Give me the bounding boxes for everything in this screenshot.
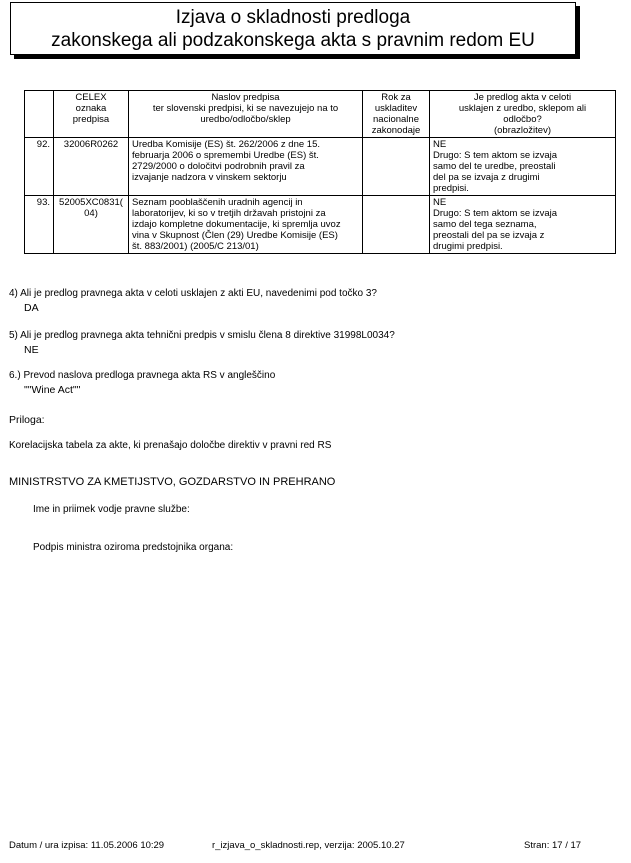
row-celex: 32006R0262 [54, 138, 129, 196]
answer-5: NE [24, 344, 39, 356]
header-deadline: Rok za uskladitev nacionalne zakonodaje [363, 91, 430, 138]
row-compliance: NE Drugo: S tem aktom se izvaja samo del te uredbe, preostali del pa se izvaja z drugimi predpisi. [430, 138, 616, 196]
question-5: 5) Ali je predlog pravnega akta tehnični predpis v smislu člena 8 direktive 31998L0034? [9, 330, 395, 341]
header-title: Naslov predpisa ter slovenski predpisi, ki se navezujejo na to uredbo/odločbo/sklep [129, 91, 363, 138]
header-celex: CELEX oznaka predpisa [54, 91, 129, 138]
table-row [25, 196, 616, 254]
footer-report: r_izjava_o_skladnosti.rep, verzija: 2005.10.27 [212, 840, 405, 851]
row-celex: 52005XC0831( 04) [54, 196, 129, 254]
row-compliance: NE Drugo: S tem aktom se izvaja samo del tega seznama, preostali del pa se izvaja z drugimi predpisi. [430, 196, 616, 254]
footer-page: Stran: 17 / 17 [524, 840, 582, 851]
answer-6: ""Wine Act"" [24, 384, 81, 396]
row-deadline [363, 138, 430, 196]
minister-signature-label: Podpis ministra oziroma predstojnika organa: [33, 542, 234, 553]
attachment-label: Priloga: [9, 414, 45, 426]
header-compliance: Je predlog akta v celoti usklajen z uredbo, sklepom ali odločbo? (obrazložitev) [430, 91, 616, 138]
table-row [25, 138, 616, 196]
row-title: Uredba Komisije (ES) št. 262/2006 z dne 15. februarja 2006 o spremembi Uredbe (ES) št. 2729/2000 o določitvi podrobnih pravil za izvajanje nadzora v vinskem sektorju [129, 138, 363, 196]
row-deadline [363, 196, 430, 254]
ministry-name: MINISTRSTVO ZA KMETIJSTVO, GOZDARSTVO IN PREHRANO [9, 476, 336, 488]
row-number: 93. [25, 196, 54, 254]
footer-date: Datum / ura izpisa: 11.05.2006 10:29 [9, 840, 165, 851]
row-number: 92. [25, 138, 54, 196]
answer-4: DA [24, 302, 39, 314]
attachment-text: Korelacijska tabela za akte, ki prenašajo določbe direktiv v pravni red RS [9, 440, 332, 451]
row-title: Seznam pooblaščenih uradnih agencij in laboratorijev, ki so v tretjih državah pristojni za izdajo kompletne dokumentacije, ki spremlja uvoz vina v Skupnost (Člen (29) Uredbe Komisije (ES) št. 883/2001) (2005/C 213/01) [129, 196, 363, 254]
table-header-row [25, 91, 616, 138]
title-line-2: zakonskega ali podzakonskega akta s pravnim redom EU [51, 30, 535, 51]
header-num [25, 91, 54, 138]
question-4: 4) Ali je predlog pravnega akta v celoti usklajen z akti EU, navedenimi pod točko 3? [9, 288, 377, 299]
legal-head-signature-label: Ime in priimek vodje pravne službe: [33, 504, 190, 515]
question-6: 6.) Prevod naslova predloga pravnega akta RS v angleščino [9, 370, 276, 381]
document-title [10, 2, 576, 55]
celex-table [24, 90, 616, 254]
title-line-1: Izjava o skladnosti predloga [175, 7, 411, 28]
